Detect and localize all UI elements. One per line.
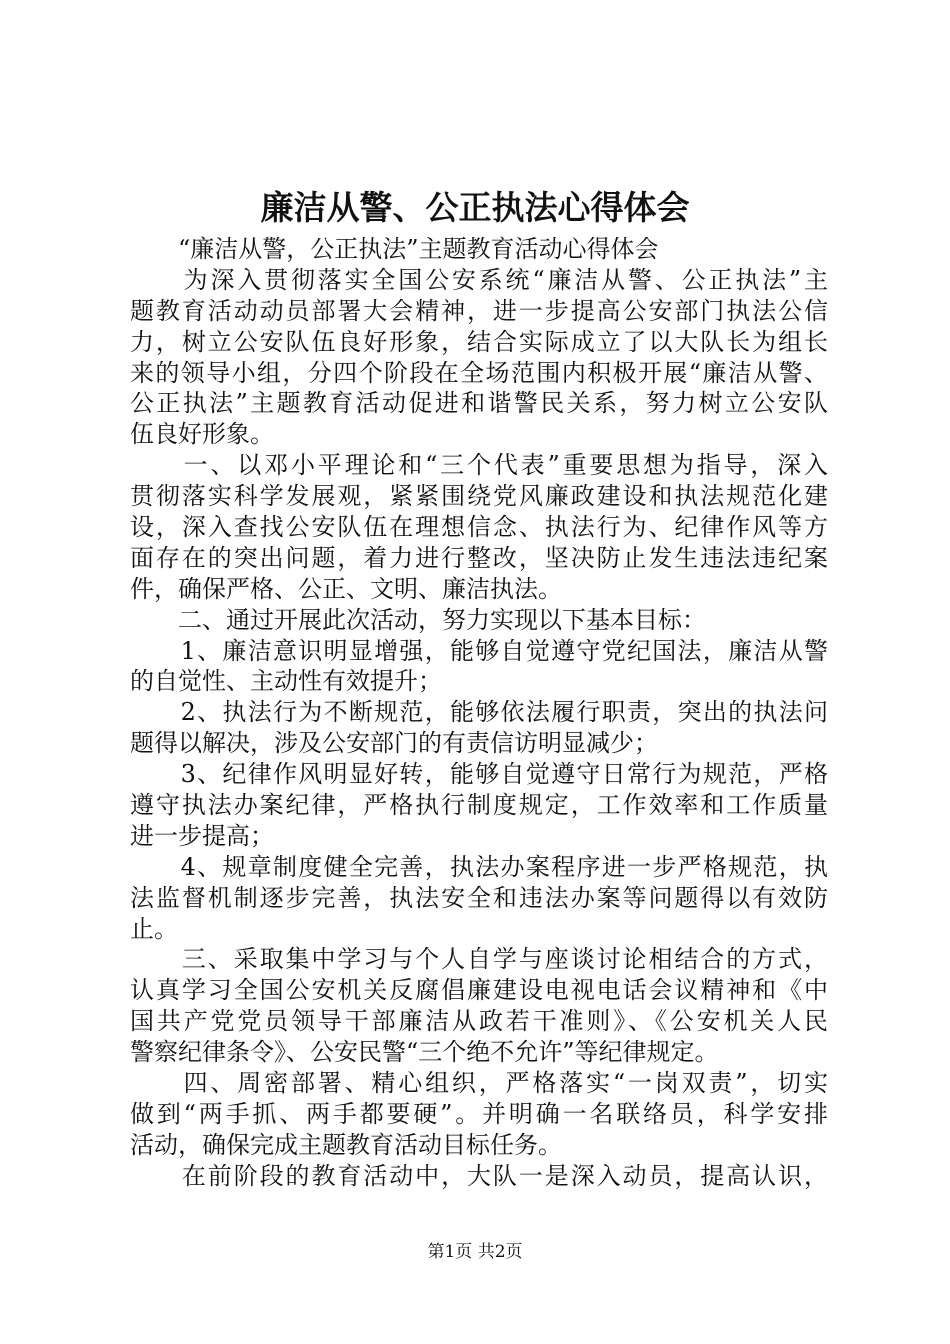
body-text-line: 活动，确保完成主题教育活动目标任务。: [130, 1130, 562, 1159]
body-text-line: 国共产党党员领导干部廉洁从政若干准则》、《公安机关人民: [130, 1007, 828, 1036]
body-text-line: 法监督机制逐步完善，执法安全和违法办案等问题得以有效防: [130, 883, 828, 912]
body-text-line: 题得以解决，涉及公安部门的有责信访明显减少；: [130, 729, 658, 758]
body-text-line: “廉洁从警，公正执法”主题教育活动心得体会: [130, 235, 659, 263]
body-text-line: 1、廉洁意识明显增强，能够自觉遵守党纪国法，廉洁从警: [130, 636, 828, 665]
body-text-line: 止。: [130, 914, 178, 943]
body-text-line: 一、以邓小平理论和“三个代表”重要思想为指导，深入: [130, 451, 828, 480]
body-text-line: 为深入贯彻落实全国公安系统“廉洁从警、公正执法”主: [130, 265, 828, 294]
body-text-line: 来的领导小组，分四个阶段在全场范围内积极开展“廉洁从警、: [130, 358, 828, 387]
body-text-line: 4、规章制度健全完善，执法办案程序进一步严格规范，执: [130, 852, 828, 881]
body-text-line: 贯彻落实科学发展观，紧紧围绕党风廉政建设和执法规范化建: [130, 482, 828, 511]
body-text-line: 伍良好形象。: [130, 420, 274, 449]
document-body: [130, 234, 828, 1192]
body-text-line: 四、周密部署、精心组织，严格落实“一岗双责”，切实: [130, 1069, 828, 1098]
body-text-line: 在前阶段的教育活动中，大队一是深入动员，提高认识，: [130, 1161, 828, 1190]
body-text-line: 进一步提高；: [130, 821, 274, 850]
body-text-line: 面存在的突出问题，着力进行整改，坚决防止发生违法违纪案: [130, 543, 828, 572]
body-text-line: 3、纪律作风明显好转，能够自觉遵守日常行为规范，严格: [130, 760, 828, 789]
body-text-line: 二、通过开展此次活动，努力实现以下基本目标：: [130, 605, 706, 634]
body-text-line: 三、采取集中学习与个人自学与座谈讨论相结合的方式，: [130, 945, 828, 974]
body-text-line: 2、执法行为不断规范，能够依法履行职责，突出的执法问: [130, 698, 828, 727]
body-text-line: 公正执法”主题教育活动促进和谐警民关系，努力树立公安队: [130, 389, 828, 418]
body-text-line: 认真学习全国公安机关反腐倡廉建设电视电话会议精神和《中: [130, 976, 828, 1005]
body-text-line: 警察纪律条令》、公安民警“三个绝不允许”等纪律规定。: [130, 1038, 719, 1067]
body-text-line: 遵守执法办案纪律，严格执行制度规定，工作效率和工作质量: [130, 791, 828, 820]
body-text-line: 件，确保严格、公正、文明、廉洁执法。: [130, 574, 562, 603]
body-text-line: 做到“两手抓、两手都要硬”。并明确一名联络员，科学安排: [130, 1099, 828, 1128]
body-text-line: 题教育活动动员部署大会精神，进一步提高公安部门执法公信: [130, 296, 828, 325]
body-text-line: 的自觉性、主动性有效提升；: [130, 667, 442, 696]
body-text-line: 力，树立公安队伍良好形象，结合实际成立了以大队长为组长: [130, 327, 828, 356]
body-text-line: 设，深入查找公安队伍在理想信念、执法行为、纪律作风等方: [130, 513, 828, 542]
document-title: 廉洁从警、公正执法心得体会: [260, 188, 690, 227]
page-footer: 第1页 共2页: [427, 1242, 523, 1262]
